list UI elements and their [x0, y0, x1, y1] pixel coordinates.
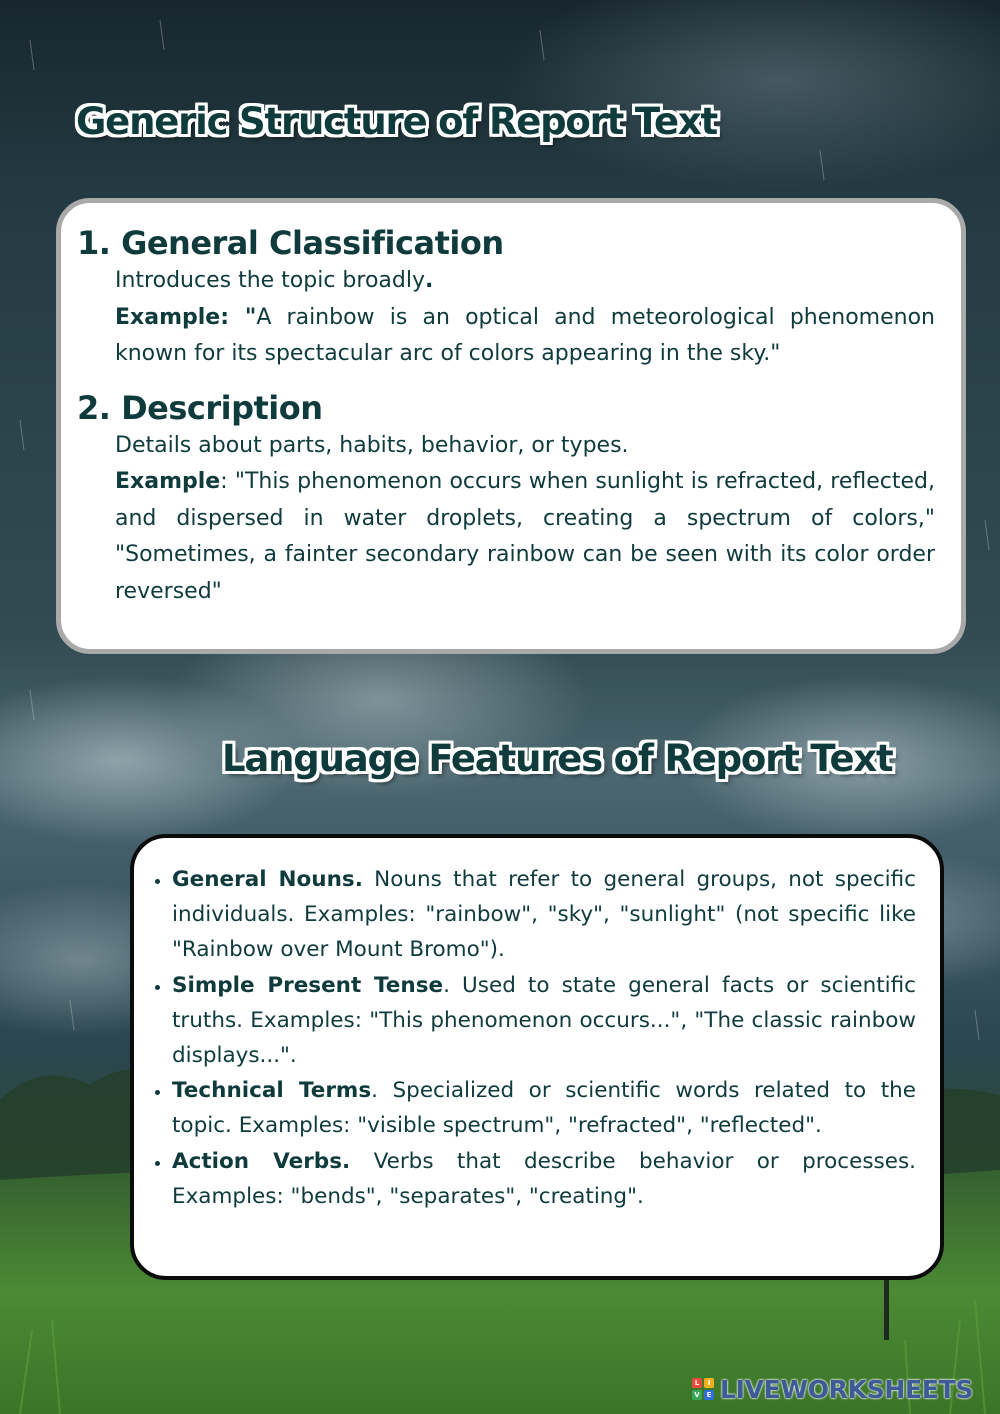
section-title-text: General Classification	[121, 224, 504, 262]
intro-text: Introduces the topic broadly	[115, 268, 425, 293]
feature-item-simple-present	[172, 968, 916, 1074]
pole	[884, 1270, 889, 1340]
features-card	[130, 834, 944, 1280]
logo-tile: V	[692, 1390, 702, 1400]
section-body	[115, 428, 935, 611]
feature-term: General Nouns.	[172, 867, 363, 892]
watermark-text: LIVEWORKSHEETS	[720, 1374, 974, 1404]
feature-text: . Used to state general facts or scientific truths. Examples: "This phenomenon occurs...", "The classic rainbow displays...".	[172, 972, 916, 1069]
logo-tile: L	[692, 1378, 702, 1388]
feature-text: Verbs that describe behavior or processes. Examples: "bends", "separates", "creating".	[172, 1148, 916, 1209]
features-heading: Language Features of Report Text	[222, 737, 893, 780]
feature-term: Technical Terms	[172, 1078, 372, 1104]
section-intro: Details about parts, habits, behavior, or types.	[115, 432, 629, 458]
feature-text: . Specialized or scientific words related to the topic. Examples: "visible spectrum", "refracted", "reflected".	[172, 1078, 916, 1139]
logo-tile: I	[704, 1378, 714, 1388]
section-title	[77, 223, 935, 263]
section-number: 1.	[77, 224, 111, 262]
structure-card	[56, 198, 966, 654]
section-example	[115, 300, 935, 373]
section-number: 2.	[77, 388, 111, 427]
example-label: Example	[115, 469, 221, 494]
feature-item-technical-terms	[172, 1073, 916, 1143]
liveworksheets-watermark[interactable]	[692, 1376, 973, 1402]
logo-tile: E	[704, 1390, 714, 1400]
section-general-classification	[77, 223, 935, 373]
section-body	[115, 263, 935, 373]
intro-period: .	[425, 268, 434, 293]
feature-item-general-nouns	[172, 862, 916, 968]
example-text: A rainbow is an optical and meteorological phenomenon known for its spectacular arc of colors appearing in the sky."	[115, 304, 935, 366]
liveworksheets-logo-icon	[692, 1378, 714, 1400]
feature-term: Simple Present Tense	[172, 972, 444, 998]
section-description	[77, 388, 935, 611]
section-title	[77, 388, 935, 428]
feature-item-action-verbs	[172, 1144, 916, 1214]
structure-heading: Generic Structure of Report Text	[76, 100, 718, 143]
section-example	[115, 464, 935, 610]
example-text: : "This phenomenon occurs when sunlight is refracted, reflected, and dispersed in water droplets, creating a spectrum of colors," "Sometimes, a fainter secondary rainbow can be seen with its color order reversed"	[115, 469, 935, 604]
features-list	[134, 862, 916, 1214]
feature-text: Nouns that refer to general groups, not specific individuals. Examples: "rainbow", "sky", "sunlight" (not specific like "Rainbow over Mount Bromo").	[172, 867, 916, 963]
example-label: Example: "	[115, 304, 257, 330]
feature-term: Action Verbs.	[172, 1148, 351, 1174]
section-title-text: Description	[121, 388, 323, 427]
section-intro	[115, 263, 935, 300]
